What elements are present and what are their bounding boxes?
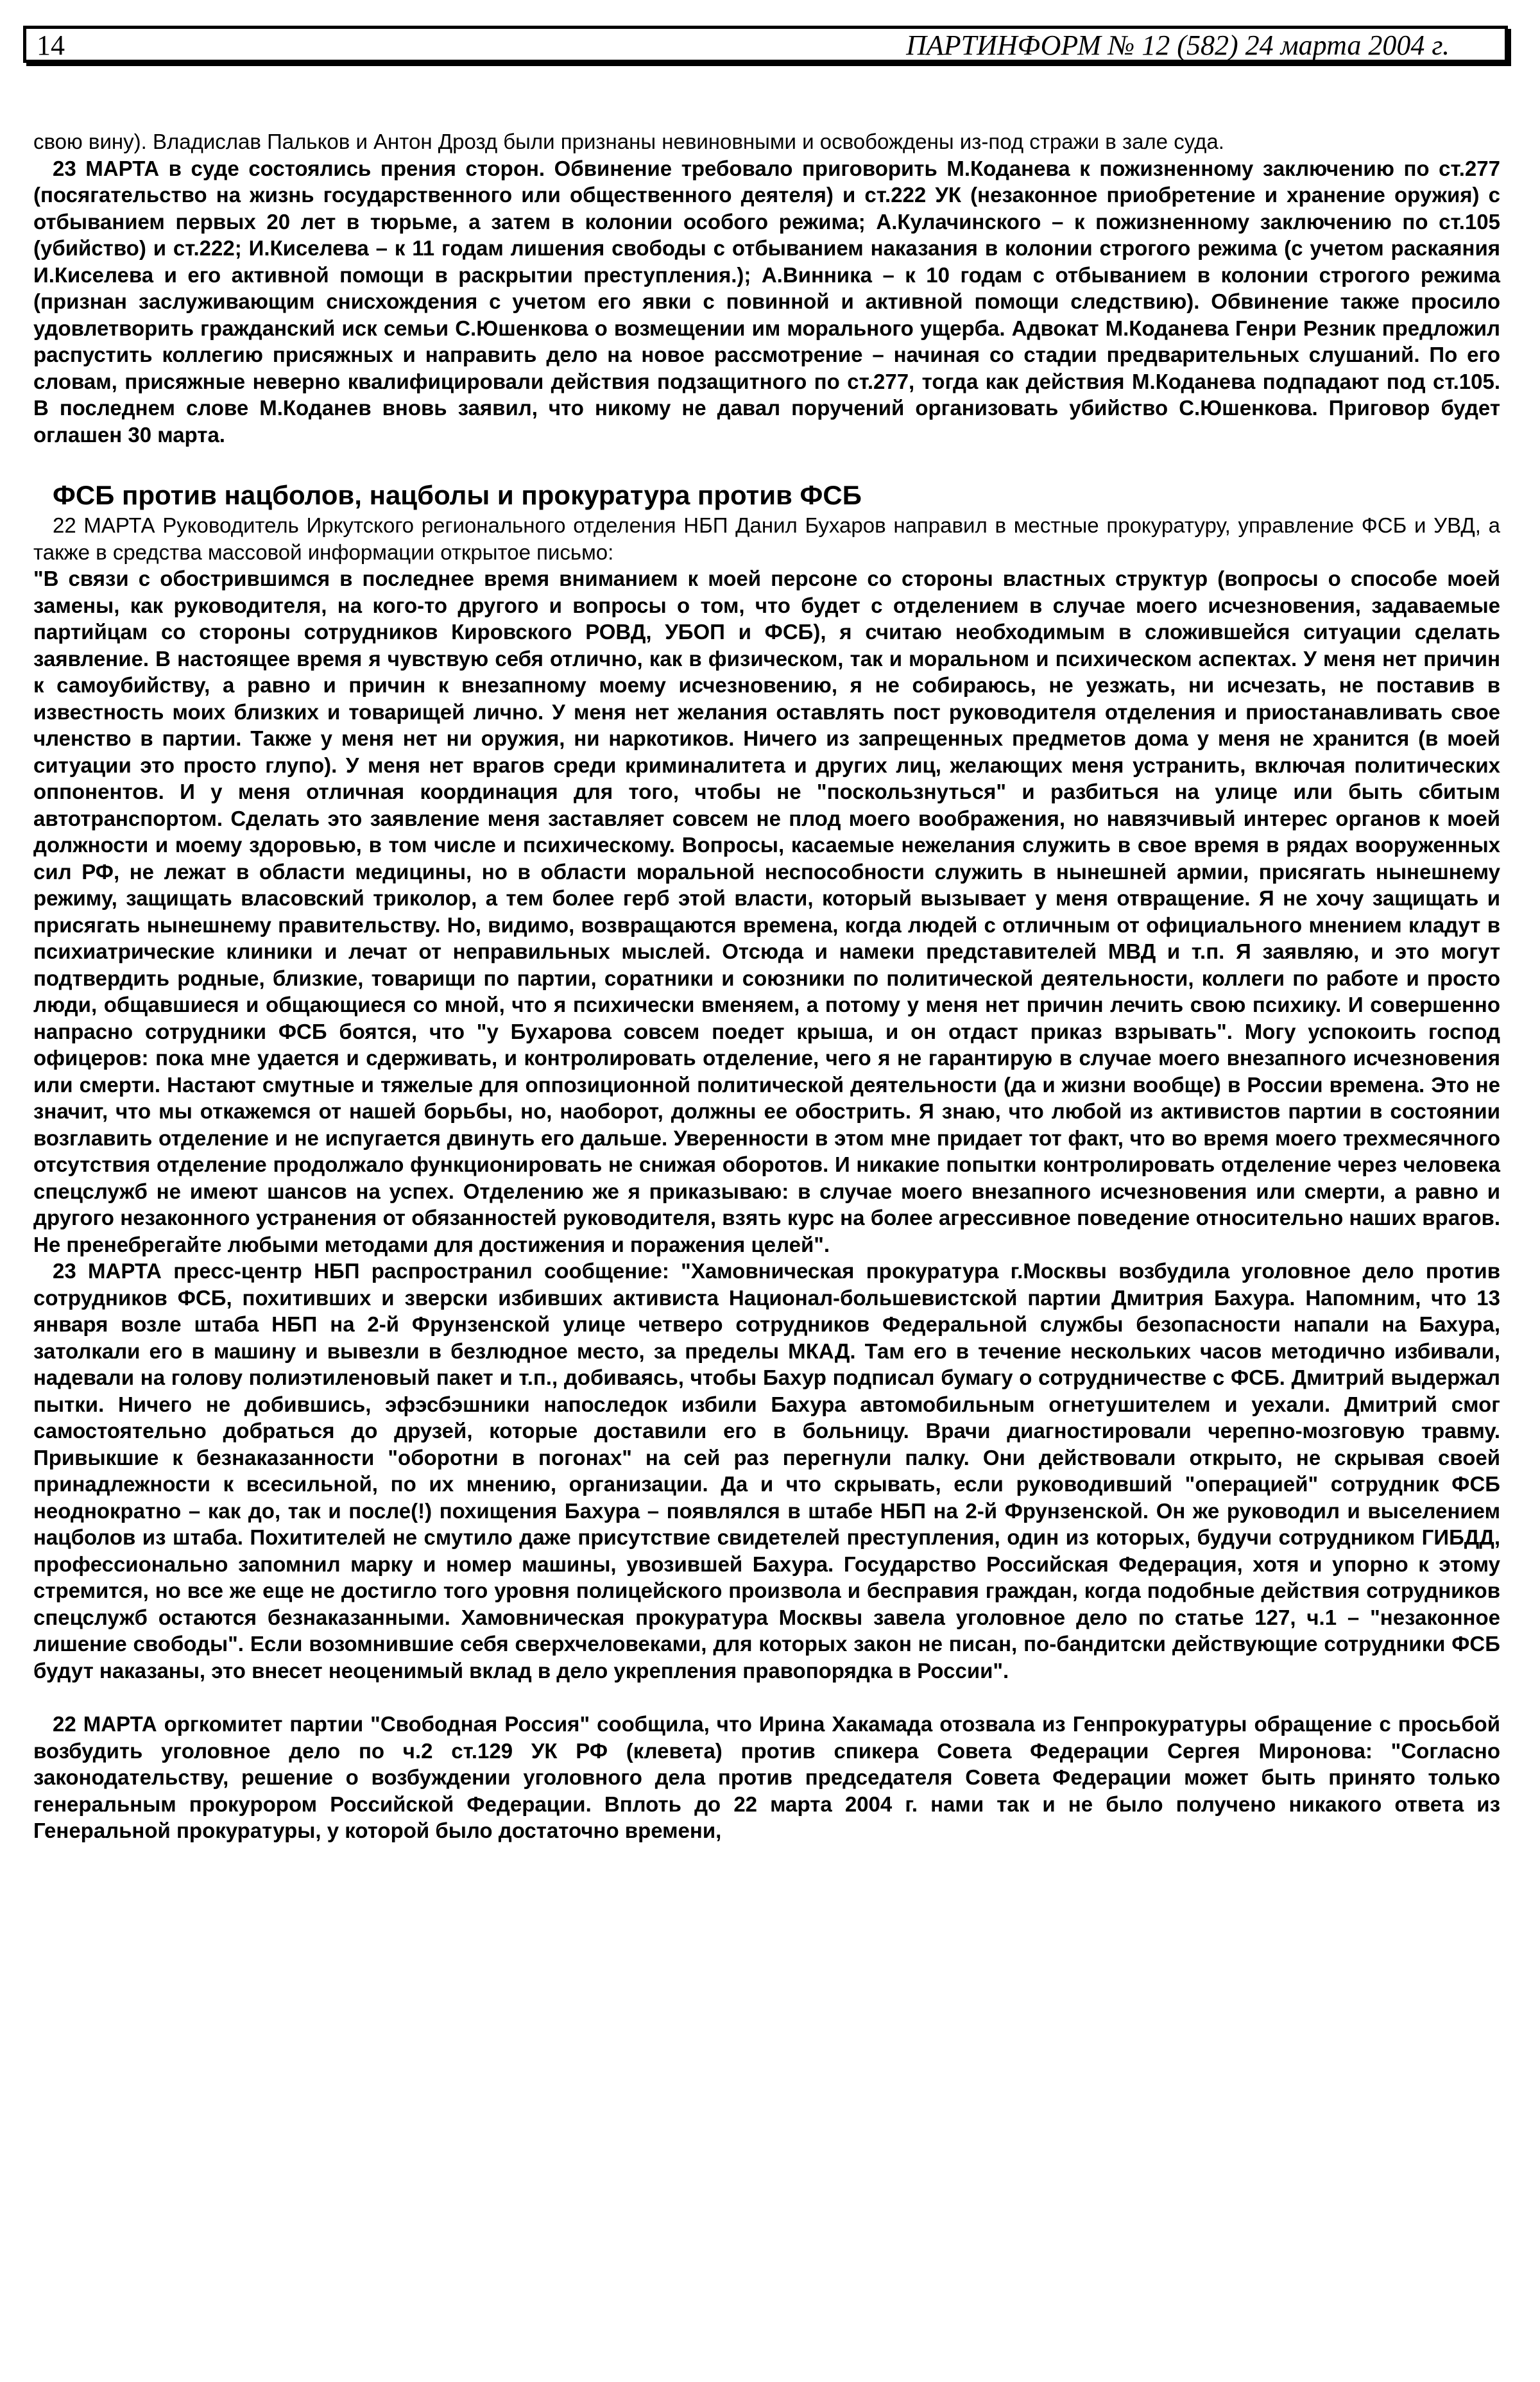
paragraph-intro: свою вину). Владислав Пальков и Антон Дрозд были признаны невиновными и освобождены из-под стражи в зале суда. [33, 130, 1224, 153]
page-header [23, 26, 1508, 63]
paragraph-open-letter: "В связи с обострившимся в последнее время вниманием к моей персоне со стороны властных структур (вопросы о способе моей замены, как руководителя, на кого-то другого и вопросы о том, что будет с отделением в случае моего исчезновения, задаваемые партийцам со стороны сотрудников Кировского РОВД, УБОП и ФСБ), я считаю необходимым в сложившейся ситуации сделать заявление. В настоящее время я чувствую себя отлично, как в физическом, так и моральном и психическом аспектах. У меня нет причин к самоубийству, а равно и причин к внезапному моему исчезновению, я не собираюсь, не уезжать, ни исчезать, не поставив в известность моих близких и товарищей лично. У меня нет желания оставлять пост руководителя отделения и приостанавливать свое членство в партии. Также у меня нет ни оружия, ни наркотиков. Ничего из запрещенных предметов дома у меня не хранится (в моей ситуации это просто глупо). У меня нет врагов среди криминалитета и других лиц, желающих меня устранить, включая политических оппонентов. И у меня отличная координация для того, чтобы не "поскользнуться" и разбиться на улице или быть сбитым автотранспортом. Сделать это заявление меня заставляет совсем не плод моего воображения, но навязчивый интерес органов к моей должности и моему здоровью, в том числе и психическому. Вопросы, касаемые нежелания служить в свое время в рядах вооруженных сил РФ, не лежат в области медицины, но в области моральной неспособности служить в нынешней армии, присягать нынешнему режиму, защищать власовский триколор, а тем более герб этой власти, который вызывает у меня отвращение. Я не хочу защищать и присягать нынешнему правительству. Но, видимо, возвращаются времена, когда людей с отличным от официального мнением кладут в психиатрические клиники и лечат от неправильных мыслей. Отсюда и намеки представителей МВД и т.п. Я заявляю, и это могут подтвердить родные, близкие, товарищи по партии, соратники и союзники по политической деятельности, коллеги по работе и просто люди, общавшиеся и общающиеся со мной, что я психически вменяем, а потому у меня нет причин лечить свою психику. И совершенно напрасно сотрудники ФСБ боятся, что "у Бухарова совсем поедет крыша, и он отдаст приказ взрывать". Могу успокоить господ офицеров: пока мне удается и сдерживать, и контролировать отделение, чего я не гарантирую в случае моего внезапного исчезновения или смерти. Настают смутные и тяжелые для оппозиционной политической деятельности (да и жизни вообще) в России времена. Это не значит, что мы откажемся от нашей борьбы, но, наоборот, должны ее обострить. Я знаю, что любой из активистов партии в состоянии возглавить отделение и не испугается двинуть его дальше. Уверенности в этом мне придает тот факт, что во время моего трехмесячного отсутствия отделение продолжало функционировать не снижая оборотов. И никакие попытки контролировать отделение через человека спецслужб не имеют шансов на успех. Отделению же я приказываю: в случае моего внезапного исчезновения или смерти, а равно и другого незаконного устранения от обязанностей руководителя, взять курс на более агрессивное поведение относительно наших врагов. Не пренебрегайте любыми методами для достижения и поражения целей". [33, 567, 1500, 1256]
paragraph-march22-lead: 22 МАРТА Руководитель Иркутского регионального отделения НБП Данил Бухаров направил в местные прокуратуру, управление ФСБ и УВД, а также в средства массовой информации открытое письмо: [33, 513, 1500, 564]
section-title: ФСБ против нацболов, нацболы и прокуратура против ФСБ [53, 480, 862, 510]
paragraph-march23-court: 23 МАРТА в суде состоялись прения сторон. Обвинение требовало приговорить М.Коданева к пожизненному заключению по ст.277 (посягательство на жизнь государственного или общественного деятеля) и ст.222 УК (незаконное приобретение и хранение оружия) с отбыванием первых 20 лет в тюрьме, а затем в колонии особого режима; А.Кулачинского – к пожизненному заключению по ст.105 (убийство) и ст.222; И.Киселева – к 11 годам лишения свободы с отбыванием наказания в колонии строгого режима (с учетом раскаяния И.Киселева и его активной помощи в раскрытии преступления.); А.Винника – к 10 годам с отбыванием в колонии строгого режима (признан заслуживающим снисхождения с учетом его явки с повинной и активной помощи следствию). Обвинение также просило удовлетворить гражданский иск семьи С.Юшенкова о возмещении им морального ущерба. Адвокат М.Коданева Генри Резник предложил распустить коллегию присяжных и направить дело на новое рассмотрение – начиная со стадии предварительных слушаний. По его словам, присяжные неверно квалифицировали действия подзащитного по ст.277, тогда как действия М.Коданева подпадают под ст.105. В последнем слове М.Коданев вновь заявил, что никому не давал поручений организовать убийство С.Юшенкова. Приговор будет оглашен 30 марта. [33, 156, 1500, 447]
page-number: 14 [37, 30, 65, 61]
paragraph-march22-orgcommittee: 22 МАРТА оргкомитет партии "Свободная Россия" сообщила, что Ирина Хакамада отозвала из Генпрокуратуры обращение с просьбой возбудить уголовное дело по ч.2 ст.129 УК РФ (клевета) против спикера Совета Федерации Сергея Миронова: "Согласно законодательству, решение о возбуждении уголовного дела против председателя Совета Федерации может быть принято только генеральным прокурором Российской Федерации. Вплоть до 22 марта 2004 г. нами так и не было получено никакого ответа из Генеральной прокуратуры, у которой было достаточно времени, [33, 1712, 1500, 1842]
paragraph-march23-press: 23 МАРТА пресс-центр НБП распространил сообщение: "Хамовническая прокуратура г.Москвы возбудила уголовное дело против сотрудников ФСБ, похитивших и зверски избивших активиста Национал-большевистской партии Дмитрия Бахура. Напомним, что 13 января возле штаба НБП на 2-й Фрунзенской улице четверо сотрудников Федеральной службы безопасности напали на Бахура, затолкали его в машину и вывезли в безлюдное место, за пределы МКАД. Там его в течение нескольких часов методично избивали, надевали на голову полиэтиленовый пакет и т.п., добиваясь, чтобы Бахур подписал бумагу о сотрудничестве с ФСБ. Дмитрий выдержал пытки. Ничего не добившись, эфэсбэшники напоследок избили Бахура автомобильным огнетушителем и уехали. Дмитрий смог самостоятельно добраться до друзей, которые доставили его в больницу. Врачи диагностировали черепно-мозговую травму. Привыкшие к безнаказанности "оборотни в погонах" на сей раз перегнули палку. Они действовали открыто, не скрывая своей принадлежности к всесильной, по их мнению, организации. Да и что скрывать, если руководивший "операцией" сотрудник ФСБ неоднократно – как до, так и после(!) похищения Бахура – появлялся в штабе НБП на 2-й Фрунзенской. Он же руководил и выселением нацболов из штаба. Похитителей не смутило даже присутствие свидетелей преступления, один из которых, будучи сотрудником ГИБДД, профессионально запомнил марку и номер машины, увозившей Бахура. Государство Российская Федерация, хотя и упорно к этому стремится, но все же еще не достигло того уровня полицейского произвола и бесправия граждан, когда подобные действия сотрудников спецслужб остаются безнаказанными. Хамовническая прокуратура Москвы завела уголовное дело по статье 127, ч.1 – "незаконное лишение свободы". Если возомнившие себя сверхчеловеками, для которых закон не писан, по-бандитски действующие сотрудники ФСБ будут наказаны, это внесет неоценимый вклад в дело укрепления правопорядка в России". [33, 1259, 1500, 1683]
publication-title: ПАРТИНФОРМ № 12 (582) 24 марта 2004 г. [906, 30, 1450, 61]
article-body [33, 128, 1500, 1844]
